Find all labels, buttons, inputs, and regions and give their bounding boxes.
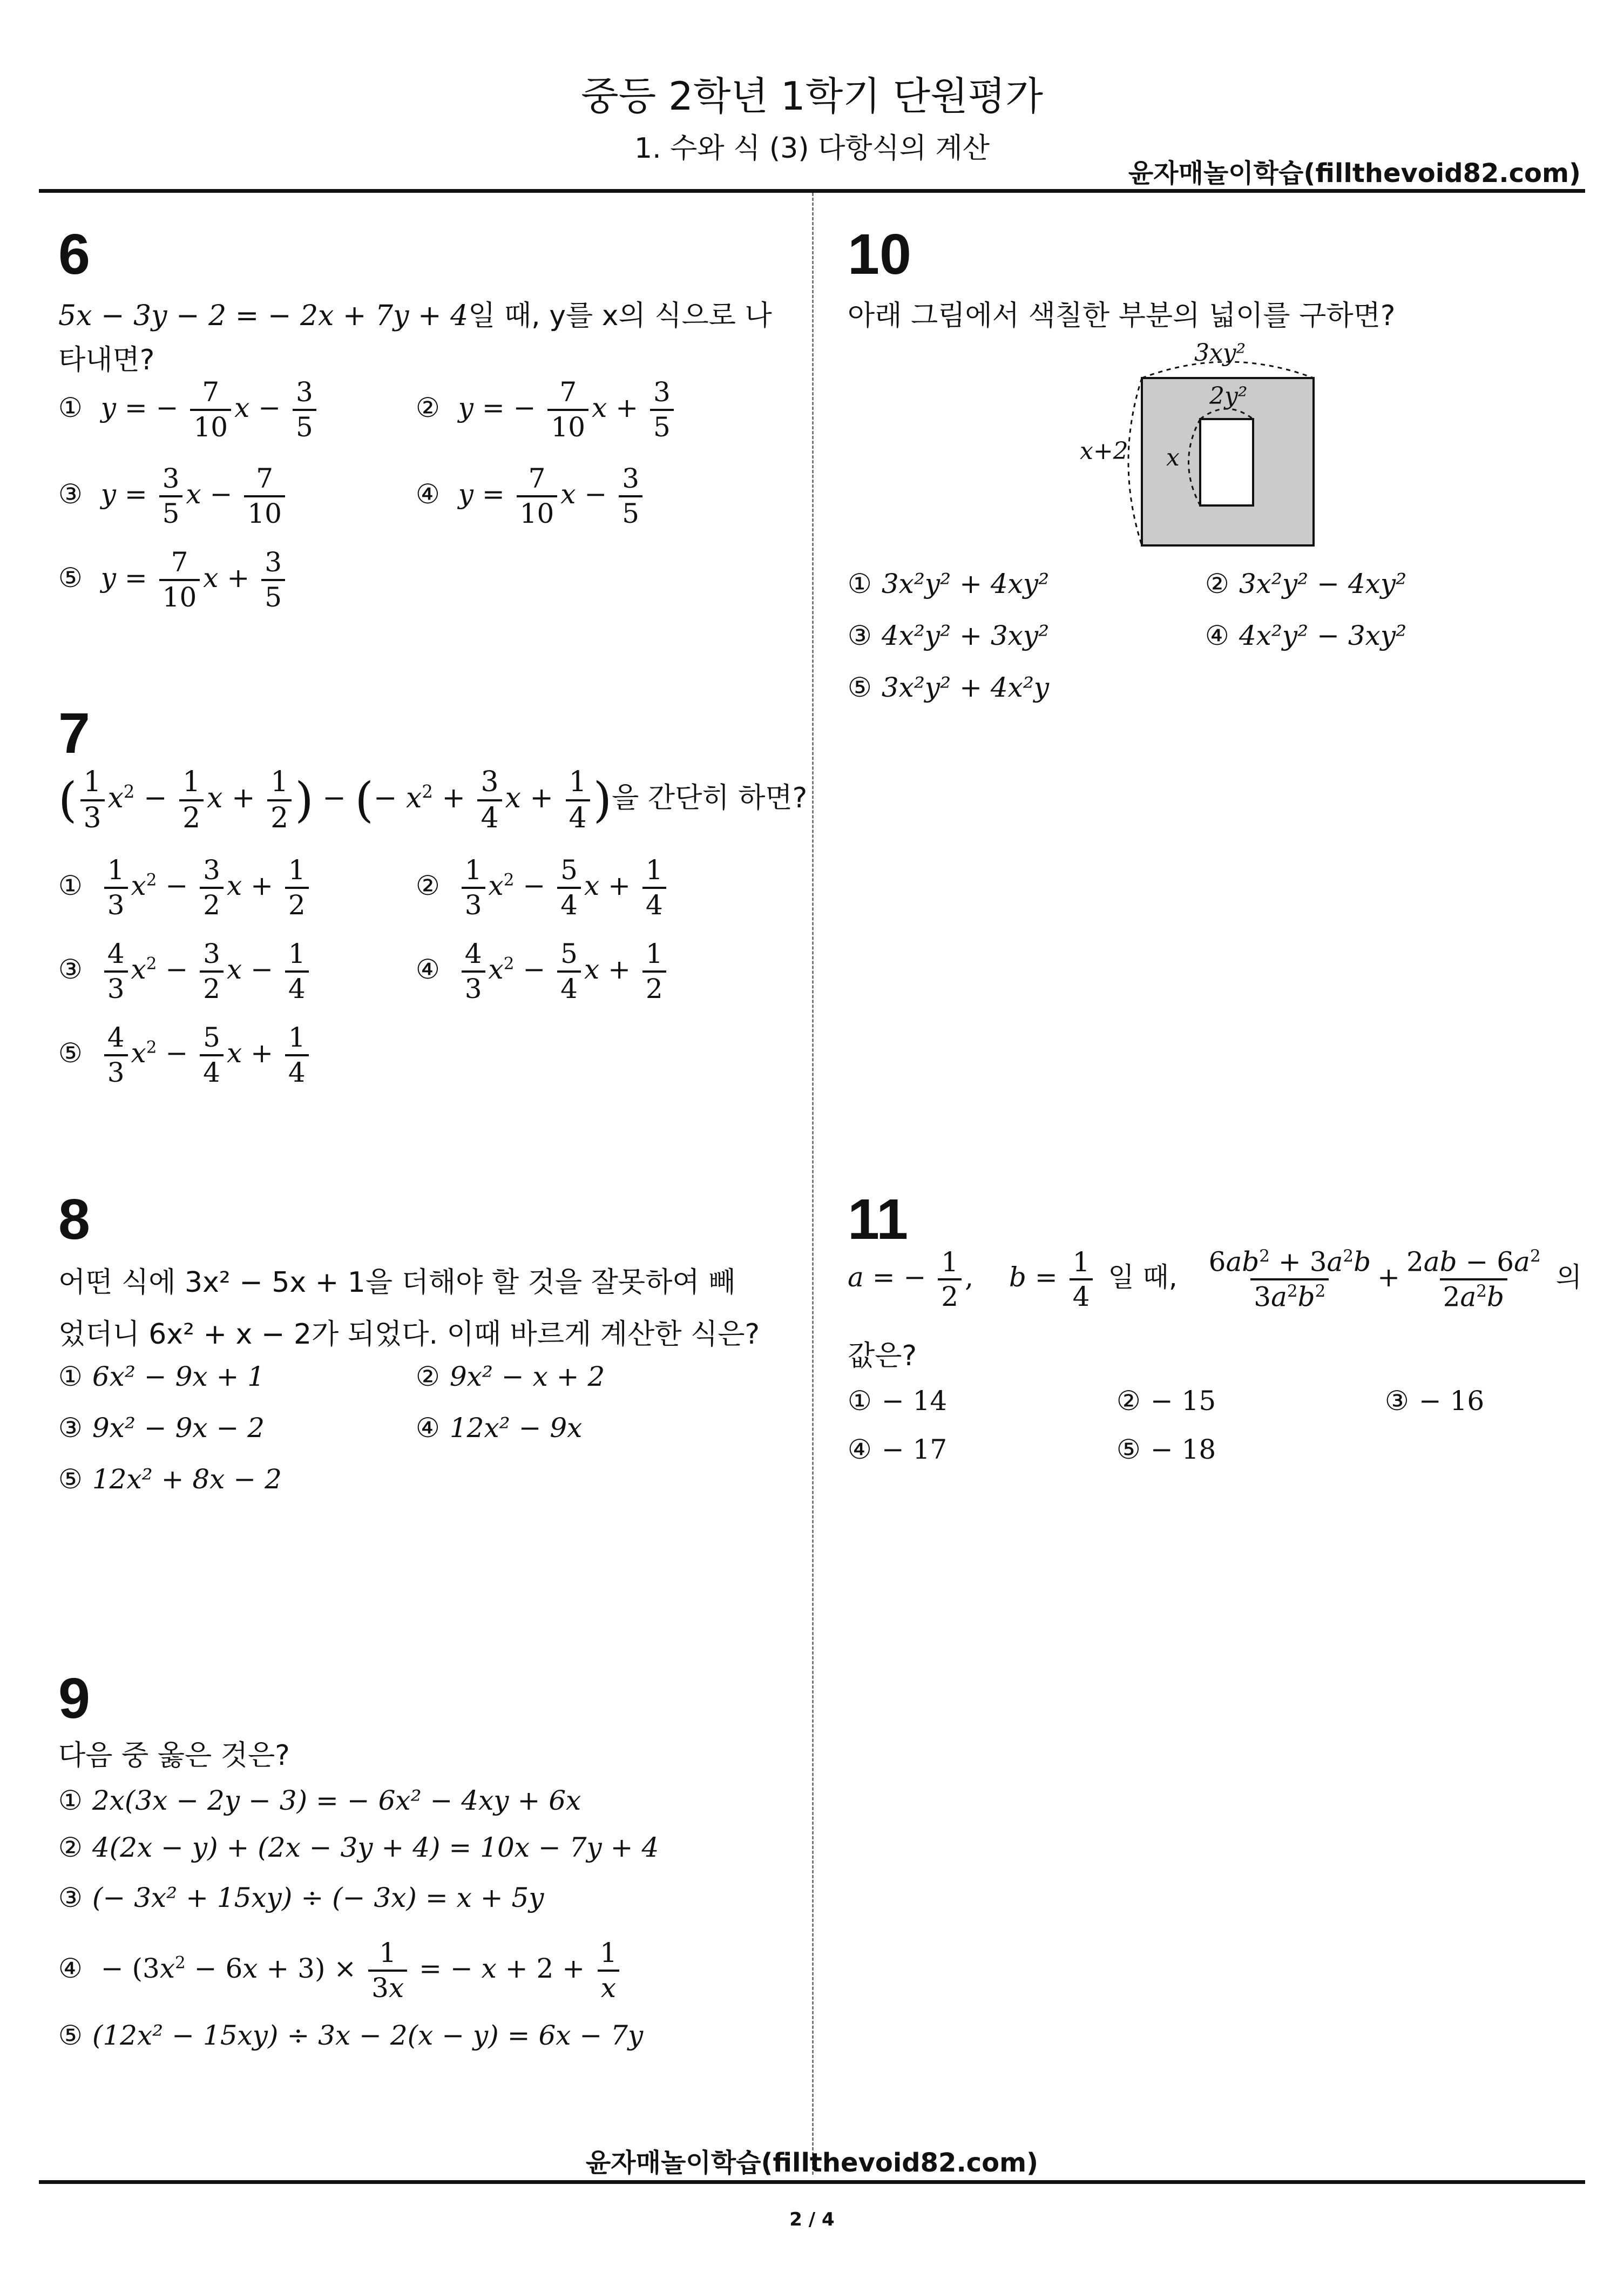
problem-number: 10 (848, 222, 911, 286)
problem-stem: ( $\frac{1}{3}$ $x^2$ − $\frac{1}{2}$ x + $\frac{1}{2}$ ) − (− $x^2$ + $\frac{3}{4}$ x + $\frac{1}{4}$ )을 간단히 하면? (58, 766, 808, 834)
choice-3[interactable] (848, 620, 1049, 651)
problem-7 (58, 702, 808, 834)
choice-5[interactable] (58, 2020, 643, 2051)
stem-tail: 값은? (848, 1340, 917, 1372)
choice-math: $\frac{1}{3}$ $x^2$ − $\frac{5}{4}$ x + $\frac{1}{4}$ (458, 870, 669, 901)
choice-text: 4(2x − y) + (2x − 3y + 4) = 10x − 7y + 4 (92, 1832, 659, 1863)
problem-number: 6 (58, 222, 90, 286)
choice-text: (− 3x² + 15xy) ÷ (− 3x) = x + 5y (92, 1882, 544, 1913)
problem-10 (848, 222, 1593, 338)
problem-number: 11 (848, 1188, 909, 1251)
choice-1[interactable] (848, 1385, 947, 1417)
choice-math: $\frac{4}{3}$ $x^2$ − $\frac{5}{4}$ x + $\frac{1}{4}$ (101, 1037, 312, 1069)
choice-mark: ⑤ (58, 1037, 83, 1069)
choice-mark: ② (1205, 568, 1229, 599)
choice-2[interactable] (1116, 1385, 1216, 1417)
header-brand: 윤자매놀이학습(fillthevoid82.com) (1128, 158, 1581, 188)
stem-text: 을 간단히 하면? (612, 782, 808, 815)
page-number: 2 / 4 (789, 2209, 835, 2230)
choice-math: y = $\frac{7}{10}$ x + $\frac{3}{5}$ (101, 562, 288, 594)
choice-mark: ③ (848, 620, 872, 651)
choice-mark: ④ (58, 1952, 83, 1984)
choice-1[interactable] (58, 378, 320, 441)
stem-of: 의 (1555, 1262, 1582, 1293)
problem-number: 9 (58, 1667, 90, 1730)
choice-4[interactable] (1205, 620, 1406, 651)
choice-mark: ① (848, 568, 872, 599)
choice-mark: ① (848, 1385, 872, 1417)
choice-2[interactable] (416, 856, 669, 919)
choice-text: 9x² − 9x − 2 (92, 1412, 265, 1444)
choice-3[interactable] (58, 940, 312, 1003)
choice-2[interactable] (416, 378, 677, 441)
outer-height-label: x+2 (1080, 437, 1128, 465)
choice-text: 3x²y² − 4xy² (1239, 568, 1407, 599)
problem-9 (58, 1667, 760, 1778)
choice-text: 4x²y² − 3xy² (1239, 620, 1407, 651)
problem-stem: 다음 중 옳은 것은? (58, 1739, 290, 1772)
choice-mark: ④ (848, 1434, 872, 1465)
choice-math: y = $\frac{3}{5}$ x − $\frac{7}{10}$ (101, 478, 288, 510)
choice-4[interactable] (416, 1412, 582, 1444)
choice-4[interactable] (416, 464, 646, 528)
problem-stem (848, 1247, 1582, 1311)
choice-2[interactable] (1205, 568, 1406, 599)
choice-2[interactable] (58, 1832, 659, 1863)
choice-mark: ⑤ (58, 2020, 83, 2051)
stem-equation: 5x − 3y − 2 = − 2x + 7y + 4 (58, 300, 469, 332)
choice-4[interactable] (58, 1939, 624, 2002)
choice-mark: ③ (1385, 1385, 1409, 1417)
problem-6 (58, 222, 782, 382)
outer-height-brace (1128, 378, 1142, 545)
choice-2[interactable] (416, 1361, 605, 1392)
problem-11 (848, 1188, 1593, 1251)
choice-1[interactable] (848, 568, 1049, 599)
choice-math: $\frac{1}{3}$ $x^2$ − $\frac{3}{2}$ x + $\frac{1}{2}$ (101, 870, 312, 901)
choice-mark: ④ (1205, 620, 1229, 651)
choice-mark: ⑤ (1116, 1434, 1141, 1465)
choice-mark: ② (58, 1832, 83, 1863)
stem-a: a = − $\frac{1}{2}$ , (848, 1246, 974, 1313)
choice-math: y = $\frac{7}{10}$ x − $\frac{3}{5}$ (458, 478, 646, 510)
choice-text: − 17 (881, 1434, 948, 1465)
choice-mark: ② (1116, 1385, 1141, 1417)
outer-width-label: 3xy² (1194, 339, 1246, 367)
choice-1[interactable] (58, 856, 312, 919)
choice-mark: ⑤ (58, 562, 83, 594)
choice-text: 12x² + 8x − 2 (92, 1464, 282, 1495)
choice-mark: ④ (416, 953, 440, 985)
page-subtitle: 1. 수와 식 (3) 다항식의 계산 (634, 132, 990, 165)
page-title: 중등 2학년 1학기 단원평가 (581, 73, 1043, 119)
problem-stem (58, 294, 782, 382)
choice-mark: ① (58, 1361, 83, 1392)
stem-expression: $\frac{6ab^2 + 3a^2b}{3a^2b^2}$ + $\frac{2ab - 6a^2}{2a^2b}$ (1208, 1246, 1541, 1313)
inner-height-label: x (1166, 444, 1180, 471)
choice-5[interactable] (1116, 1434, 1216, 1465)
choice-mark: ④ (416, 1412, 440, 1444)
problem-8 (58, 1188, 760, 1360)
choice-3[interactable] (58, 1882, 544, 1913)
choice-4[interactable] (848, 1434, 947, 1465)
choice-mark: ⑤ (58, 1464, 83, 1495)
choice-text: 6x² − 9x + 1 (92, 1361, 265, 1392)
problem-number: 7 (58, 702, 90, 765)
choice-text: 9x² − x + 2 (449, 1361, 605, 1392)
choice-mark: ① (58, 1785, 83, 1816)
choice-text: 3x²y² + 4x²y (881, 672, 1050, 703)
inner-rectangle (1200, 419, 1253, 505)
header-divider (39, 189, 1585, 193)
choice-text: 4x²y² + 3xy² (881, 620, 1050, 651)
choice-text: 3x²y² + 4xy² (881, 568, 1050, 599)
stem-when: 일 때, (1108, 1262, 1178, 1293)
choice-mark: ③ (58, 478, 83, 510)
choice-text: − 18 (1150, 1434, 1216, 1465)
choice-3[interactable] (58, 464, 288, 528)
choice-3[interactable] (58, 1412, 265, 1444)
choice-5[interactable] (848, 672, 1049, 703)
choice-1[interactable] (58, 1361, 265, 1392)
choice-text: − 16 (1418, 1385, 1485, 1417)
choice-mark: ② (416, 869, 440, 901)
inner-width-label: 2y² (1209, 382, 1248, 410)
choice-mark: ③ (58, 953, 83, 985)
choice-mark: ② (416, 1361, 440, 1392)
problem-stem: 어떤 식에 3x² − 5x + 1을 더해야 할 것을 잘못하여 빼었더니 6x² + x − 2가 되었다. 이때 바르게 계산한 식은? (58, 1266, 760, 1351)
column-divider (812, 193, 814, 2175)
choice-text: 12x² − 9x (449, 1412, 583, 1444)
choice-math: y = − $\frac{7}{10}$ x + $\frac{3}{5}$ (458, 392, 677, 423)
choice-math: y = − $\frac{7}{10}$ x − $\frac{3}{5}$ (101, 392, 320, 423)
choice-text: 2x(3x − 2y − 3) = − 6x² − 4xy + 6x (92, 1785, 581, 1816)
choice-5[interactable] (58, 548, 288, 611)
choice-math: $\frac{4}{3}$ $x^2$ − $\frac{3}{2}$ x − $\frac{1}{4}$ (101, 954, 312, 985)
choice-5[interactable] (58, 1464, 282, 1495)
choice-text: − 14 (881, 1385, 948, 1417)
choice-mark: ③ (58, 1882, 83, 1913)
choice-mark: ③ (58, 1412, 83, 1444)
choice-mark: ⑤ (848, 672, 872, 703)
problem-stem: 아래 그림에서 색칠한 부분의 넓이를 구하면? (848, 300, 1396, 332)
stem-text: 일 때, y를 x의 식으로 나타내면? (58, 300, 772, 376)
choice-mark: ④ (416, 478, 440, 510)
choice-1[interactable] (58, 1785, 581, 1816)
footer-brand: 윤자매놀이학습(fillthevoid82.com) (585, 2148, 1039, 2178)
choice-text: (12x² − 15xy) ÷ 3x − 2(x − y) = 6x − 7y (92, 2020, 644, 2051)
choice-3[interactable] (1385, 1385, 1484, 1417)
footer-divider (39, 2180, 1585, 2184)
choice-mark: ① (58, 869, 83, 901)
choice-4[interactable] (416, 940, 669, 1003)
choice-text: − 15 (1150, 1385, 1216, 1417)
choice-5[interactable] (58, 1023, 312, 1087)
problem-number: 8 (58, 1188, 90, 1251)
choice-math: − $(3x^2 - 6x + 3)$ × $\frac{1}{3x}$ = − x + 2 + $\frac{1}{x}$ (101, 1953, 624, 1984)
choice-mark: ① (58, 392, 83, 423)
stem-b: b = $\frac{1}{4}$ (1009, 1262, 1097, 1293)
choice-math: $\frac{4}{3}$ $x^2$ − $\frac{5}{4}$ x + $\frac{1}{2}$ (458, 954, 669, 985)
choice-mark: ② (416, 392, 440, 423)
